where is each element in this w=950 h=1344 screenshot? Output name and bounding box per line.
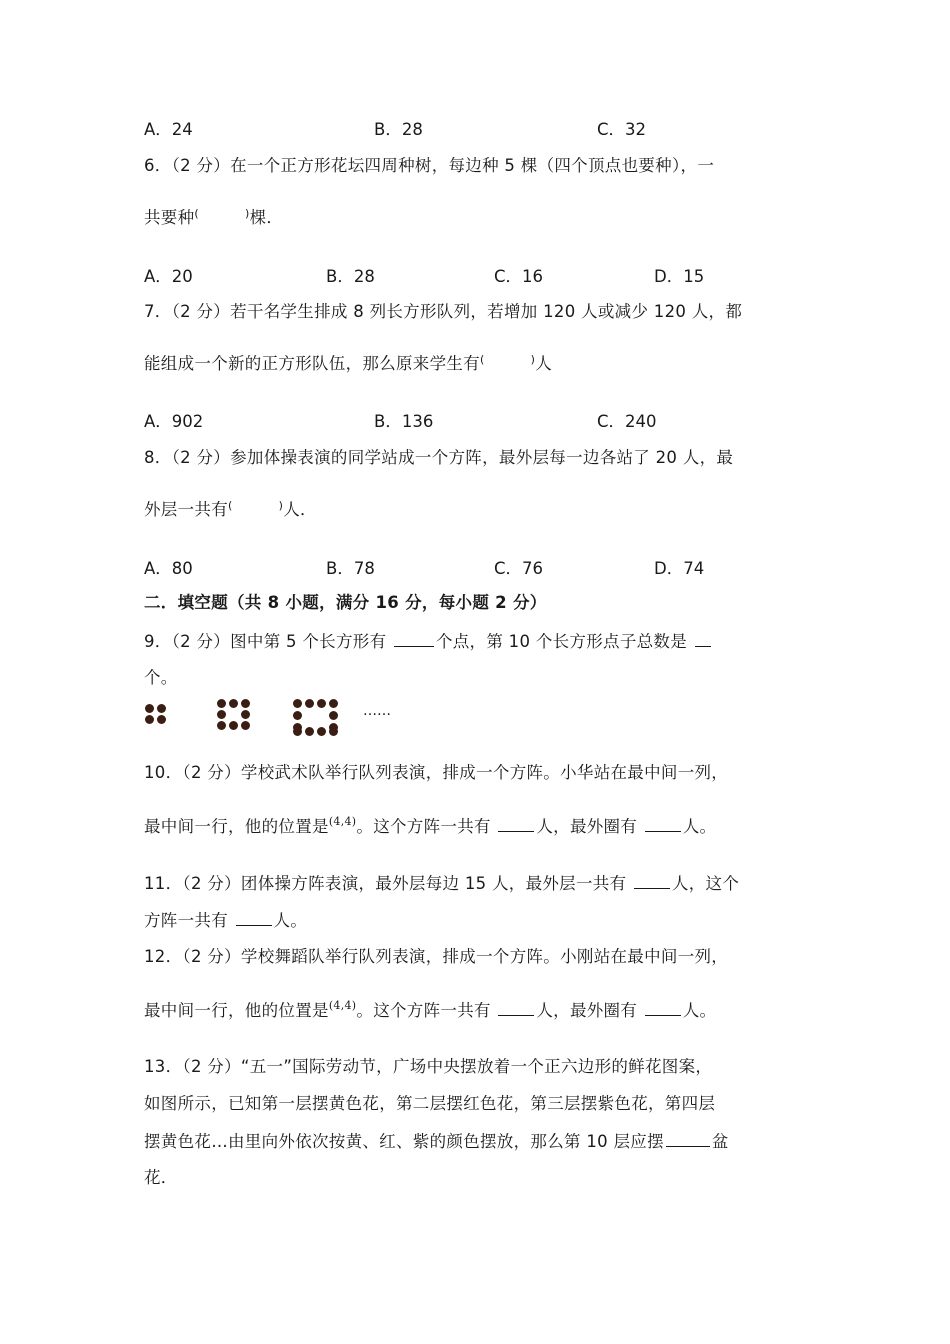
paren-right: )	[530, 353, 536, 366]
q13-stem-line3	[144, 1130, 729, 1153]
q13-text-a: 摆黄色花…由里向外依次按黄、红、紫的颜色摆放，那么第 10 层应摆	[144, 1132, 664, 1151]
q7-option-c: C．240	[597, 412, 657, 431]
q7-stem-line1: 7．（2 分）若干名学生排成 8 列长方形队列，若增加 120 人或减少 120 人，都	[144, 302, 743, 321]
q12-coordinate: (4,4)	[328, 999, 357, 1012]
figure2-dot	[229, 699, 238, 708]
paren-left: (	[228, 499, 233, 512]
q13-blank[interactable]	[666, 1130, 710, 1147]
paren-right: )	[245, 207, 250, 220]
q8-stem-line1: 8．（2 分）参加体操表演的同学站成一个方阵，最外层每一边各站了 20 人，最	[144, 448, 734, 467]
q11-stem-line1	[144, 872, 739, 895]
q7-option-a: A．902	[144, 412, 204, 431]
q8-stem-line2	[144, 499, 317, 521]
q13-stem-line4: 花．	[144, 1168, 178, 1187]
q7-stem-text: 能组成一个新的正方形队伍，那么原来学生有	[144, 354, 480, 373]
figure2-dot	[217, 710, 226, 719]
q6-option-a: A．20	[144, 267, 193, 286]
q5-option-c: C．32	[597, 120, 647, 139]
q8-stem-text: 外层一共有	[144, 500, 228, 519]
q9-blank-1[interactable]	[394, 630, 434, 647]
q6-stem-line2	[144, 207, 283, 229]
q12-blank-2[interactable]	[645, 999, 681, 1016]
q6-stem-line1: 6．（2 分）在一个正方形花坛四周种树，每边种 5 棵（四个顶点也要种），一	[144, 156, 715, 175]
q13-stem-line1: 13．（2 分）“五一”国际劳动节，广场中央摆放着一个正六边形的鲜花图案，	[144, 1057, 713, 1076]
q9-stem-line1	[144, 630, 713, 653]
q10-blank-2[interactable]	[645, 815, 681, 832]
q5-option-a: A．24	[144, 120, 193, 139]
q9-text-b: 个点，第 10 个长方形点子总数是	[435, 632, 693, 651]
q6-option-c: C．16	[494, 267, 544, 286]
q7-option-b: B．136	[374, 412, 434, 431]
paren-left: (	[194, 207, 199, 220]
section2-heading: 二．填空题（共 8 小题，满分 16 分，每小题 2 分）	[144, 593, 547, 612]
figure2-dot	[229, 721, 238, 730]
q12-text-b: 。这个方阵一共有	[356, 1001, 497, 1020]
q9-text-a: 9．（2 分）图中第 5 个长方形有	[144, 632, 392, 651]
q11-blank-2[interactable]	[236, 909, 272, 926]
paren-right: )	[278, 499, 284, 512]
q8-option-a: A．80	[144, 559, 193, 578]
q11-text-a: 11．（2 分）团体操方阵表演，最外层每边 15 人，最外层一共有	[144, 874, 632, 893]
q10-text-b: 。这个方阵一共有	[356, 817, 497, 836]
figure2-dot	[241, 699, 250, 708]
q8-option-b: B．78	[326, 559, 375, 578]
q12-stem-line2	[144, 999, 716, 1022]
q11-text-d: 人。	[273, 911, 308, 930]
q9-ellipsis: ……	[363, 703, 391, 719]
figure1-dot	[145, 704, 154, 713]
q6-stem-text: 共要种	[144, 208, 195, 227]
figure3-dot	[293, 727, 302, 736]
figure3-dot	[293, 711, 302, 720]
figure2-dot	[217, 721, 226, 730]
q10-stem-line2	[144, 815, 716, 838]
q12-text-a: 最中间一行，他的位置是	[144, 1001, 329, 1020]
q12-text-d: 人。	[682, 1001, 717, 1020]
figure3-dot	[305, 699, 314, 708]
q11-text-c: 方阵一共有	[144, 911, 234, 930]
q6-option-b: B．28	[326, 267, 375, 286]
q12-blank-1[interactable]	[498, 999, 534, 1016]
q11-blank-1[interactable]	[634, 872, 670, 889]
q8-stem-end: 人．	[283, 500, 317, 519]
q11-stem-line2	[144, 909, 307, 932]
q8-option-d: D．74	[654, 559, 705, 578]
q6-option-d: D．15	[654, 267, 705, 286]
figure3-dot	[317, 727, 326, 736]
paren-left: (	[480, 353, 485, 366]
figure3-dot	[329, 711, 338, 720]
q10-stem-line1: 10．（2 分）学校武术队举行队列表演，排成一个方阵。小华站在最中间一列，	[144, 763, 729, 782]
q12-stem-line1: 12．（2 分）学校舞蹈队举行队列表演，排成一个方阵。小刚站在最中间一列，	[144, 947, 729, 966]
figure1-dot	[145, 715, 154, 724]
q13-text-b: 盆	[711, 1132, 729, 1151]
q7-stem-line2	[144, 353, 552, 375]
q7-answer-parentheses	[480, 353, 535, 367]
figure1-dot	[157, 704, 166, 713]
q10-blank-1[interactable]	[498, 815, 534, 832]
figure3-dot	[317, 699, 326, 708]
figure2-dot	[241, 721, 250, 730]
q9-stem-line2: 个。	[144, 668, 178, 687]
q10-coordinate: (4,4)	[328, 815, 357, 828]
figure3-dot	[293, 699, 302, 708]
q10-text-a: 最中间一行，他的位置是	[144, 817, 329, 836]
figure2-dot	[241, 710, 250, 719]
q13-stem-line2: 如图所示，已知第一层摆黄色花，第二层摆红色花，第三层摆紫色花，第四层	[144, 1094, 716, 1113]
q12-text-c: 人，最外圈有	[536, 1001, 643, 1020]
q9-blank-2[interactable]	[695, 630, 711, 647]
q10-text-d: 人。	[682, 817, 717, 836]
figure3-dot	[329, 699, 338, 708]
figure3-dot	[329, 727, 338, 736]
q10-text-c: 人，最外圈有	[536, 817, 643, 836]
figure2-dot	[217, 699, 226, 708]
q5-option-b: B．28	[374, 120, 423, 139]
q8-answer-parentheses	[228, 499, 283, 513]
q6-answer-parentheses	[194, 207, 249, 221]
q8-option-c: C．76	[494, 559, 544, 578]
figure1-dot	[157, 715, 166, 724]
figure3-dot	[305, 727, 314, 736]
q7-stem-end: 人	[535, 354, 552, 373]
q11-text-b: 人，这个	[671, 874, 740, 893]
q6-stem-end: 棵．	[249, 208, 284, 227]
